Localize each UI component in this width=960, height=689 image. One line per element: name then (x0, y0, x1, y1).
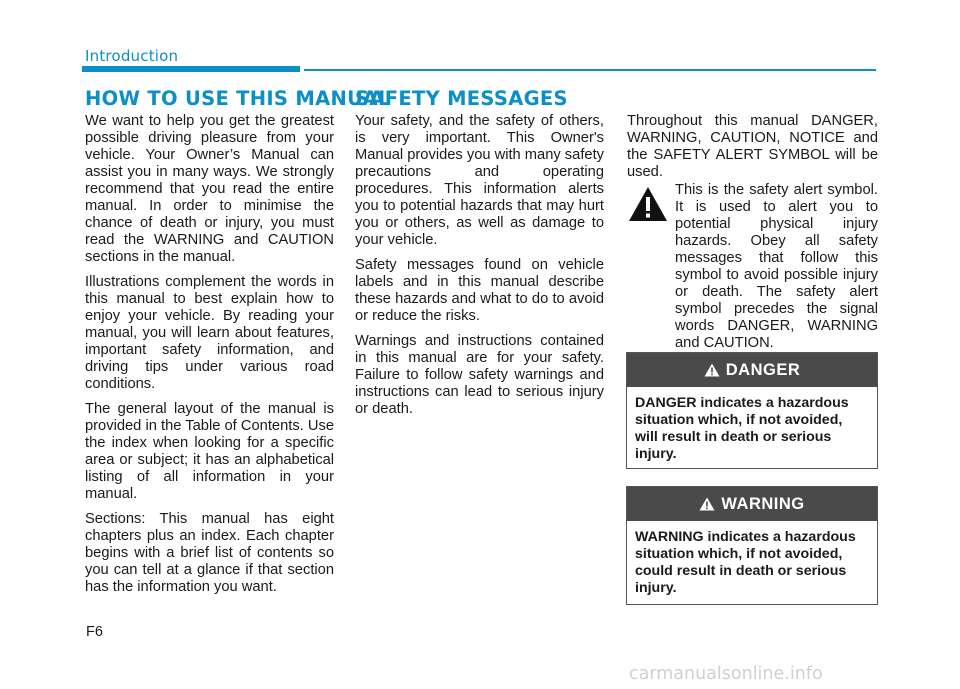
paragraph: Your safety, and the safety of others, is very important. This Owner's Manual provides you with many safety precautions and operating procedures. This information alerts you to potential hazards that may hurt you or others, as well as damage to your vehicle. (355, 113, 604, 248)
paragraph: We want to help you get the greatest possible driving pleasure from your vehicle. Your Owner’s Manual can assist you in many ways. We strongly recommend that you read the entire manual. In order to minimise the chance of death or injury, you must read the WARNING and CAUTION sections in the manual. (85, 113, 334, 265)
safety-alert-icon (628, 186, 668, 222)
paragraph: Sections: This manual has eight chapters plus an index. Each chapter begins with a brief list of contents so you can tell at a glance if that section has the information you want. (85, 511, 334, 595)
watermark: carmanualsonline.info (629, 664, 823, 684)
danger-header (627, 353, 877, 387)
heading-how-to-use: HOW TO USE THIS MANUAL (85, 87, 391, 110)
intro-paragraph: Throughout this manual DANGER, WARNING, CAUTION, NOTICE and the SAFETY ALERT SYMBOL will be used. (627, 113, 878, 180)
danger-box (626, 352, 878, 469)
middle-column (355, 113, 604, 426)
right-column (627, 113, 878, 189)
left-column (85, 113, 334, 604)
safety-alert-row (627, 182, 878, 352)
paragraph: Illustrations complement the words in this manual to best explain how to enjoy your vehicle. By reading your manual, you will learn about features, important safety information, and driving tips under various road conditions. (85, 274, 334, 392)
paragraph: Safety messages found on vehicle labels and in this manual describe these hazards and what to do to avoid or reduce the risks. (355, 257, 604, 324)
warning-text: WARNING indicates a hazardous situation which, if not avoided, could result in death or serious injury. (635, 529, 856, 596)
warning-header (627, 487, 877, 521)
danger-title: DANGER (725, 360, 801, 379)
warning-triangle-icon (704, 363, 720, 377)
section-label: Introduction (85, 47, 179, 65)
page-number: F6 (86, 624, 103, 640)
warning-triangle-icon (699, 497, 715, 511)
heading-safety-messages: SAFETY MESSAGES (355, 87, 568, 110)
header-rule-thick (82, 66, 300, 72)
paragraph: Warnings and instructions contained in this manual are for your safety. Failure to follow safety warnings and instructions can lead to serious injury or death. (355, 333, 604, 417)
safety-alert-description: This is the safety alert symbol. It is used to alert you to potential physical injury hazards. Obey all safety messages that follow this symbol to avoid possible injury or death. The safety alert symbol precedes the signal words DANGER, WARNING and CAUTION. (675, 182, 878, 351)
header-rule-thin (304, 69, 876, 71)
warning-box (626, 486, 878, 605)
paragraph: The general layout of the manual is provided in the Table of Contents. Use the index when looking for a specific area or subject; it has an alphabetical listing of all information in your manual. (85, 401, 334, 502)
warning-title: WARNING (721, 494, 805, 513)
danger-text: DANGER indicates a hazardous situation which, if not avoided, will result in death or serious injury. (635, 395, 849, 462)
